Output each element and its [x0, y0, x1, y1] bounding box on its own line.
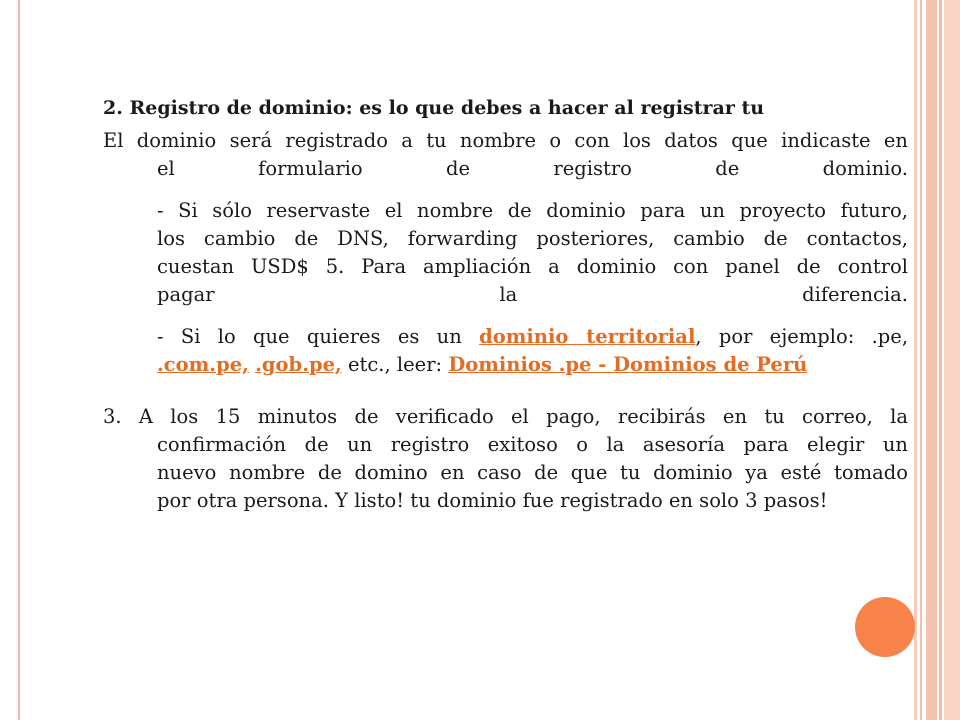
stripe [939, 0, 942, 720]
paragraph-territorial [103, 323, 908, 379]
link-dominio-territorial[interactable]: dominio territorial [479, 325, 696, 348]
text-fragment: , por ejemplo: .pe, [695, 325, 909, 348]
stripe [914, 0, 917, 720]
paragraph-registration [103, 127, 908, 183]
link-gob-pe[interactable]: .gob.pe, [255, 353, 342, 376]
section-heading: 2. Registro de dominio: es lo que debes a hacer al registrar tu [103, 97, 765, 119]
stripe [944, 0, 960, 720]
text-line: pagar la diferencia. [157, 283, 908, 306]
decorative-circle [855, 597, 915, 657]
link-com-pe[interactable]: .com.pe, [157, 353, 249, 376]
link-dominios-pe[interactable]: Dominios .pe - Dominios de Perú [448, 353, 808, 376]
text-fragment: - Si lo que quieres es un [157, 325, 480, 348]
text-fragment: etc., leer: [341, 353, 449, 376]
stripe [926, 0, 937, 720]
text-line: cuestan USD$ 5. Para ampliación a dominio con panel de control [157, 255, 908, 278]
text-line: por otra persona. Y listo! tu dominio fue registrado en solo 3 pasos! [157, 489, 828, 512]
text-line: El dominio será registrado a tu nombre o con los datos que indicaste en [103, 129, 908, 152]
text-line: nuevo nombre de domino en caso de que tu dominio ya esté tomado [157, 461, 908, 484]
text-line: confirmación de un registro exitoso o la asesoría para elegir un [157, 433, 908, 456]
paragraph-confirmation [103, 403, 908, 515]
stripe [920, 0, 922, 720]
text-line: el formulario de registro de dominio. [157, 157, 908, 180]
text-line: los cambio de DNS, forwarding posteriores, cambio de contactos, [157, 227, 908, 250]
left-border-line [18, 0, 20, 720]
paragraph-reservation [103, 197, 908, 309]
text-line: - Si sólo reservaste el nombre de dominio para un proyecto futuro, [157, 199, 908, 222]
slide-content [103, 94, 908, 515]
text-line [157, 351, 908, 379]
text-line [157, 323, 908, 351]
right-decorative-stripes [914, 0, 960, 720]
text-line: 3. A los 15 minutos de verificado el pago, recibirás en tu correo, la [103, 405, 908, 428]
